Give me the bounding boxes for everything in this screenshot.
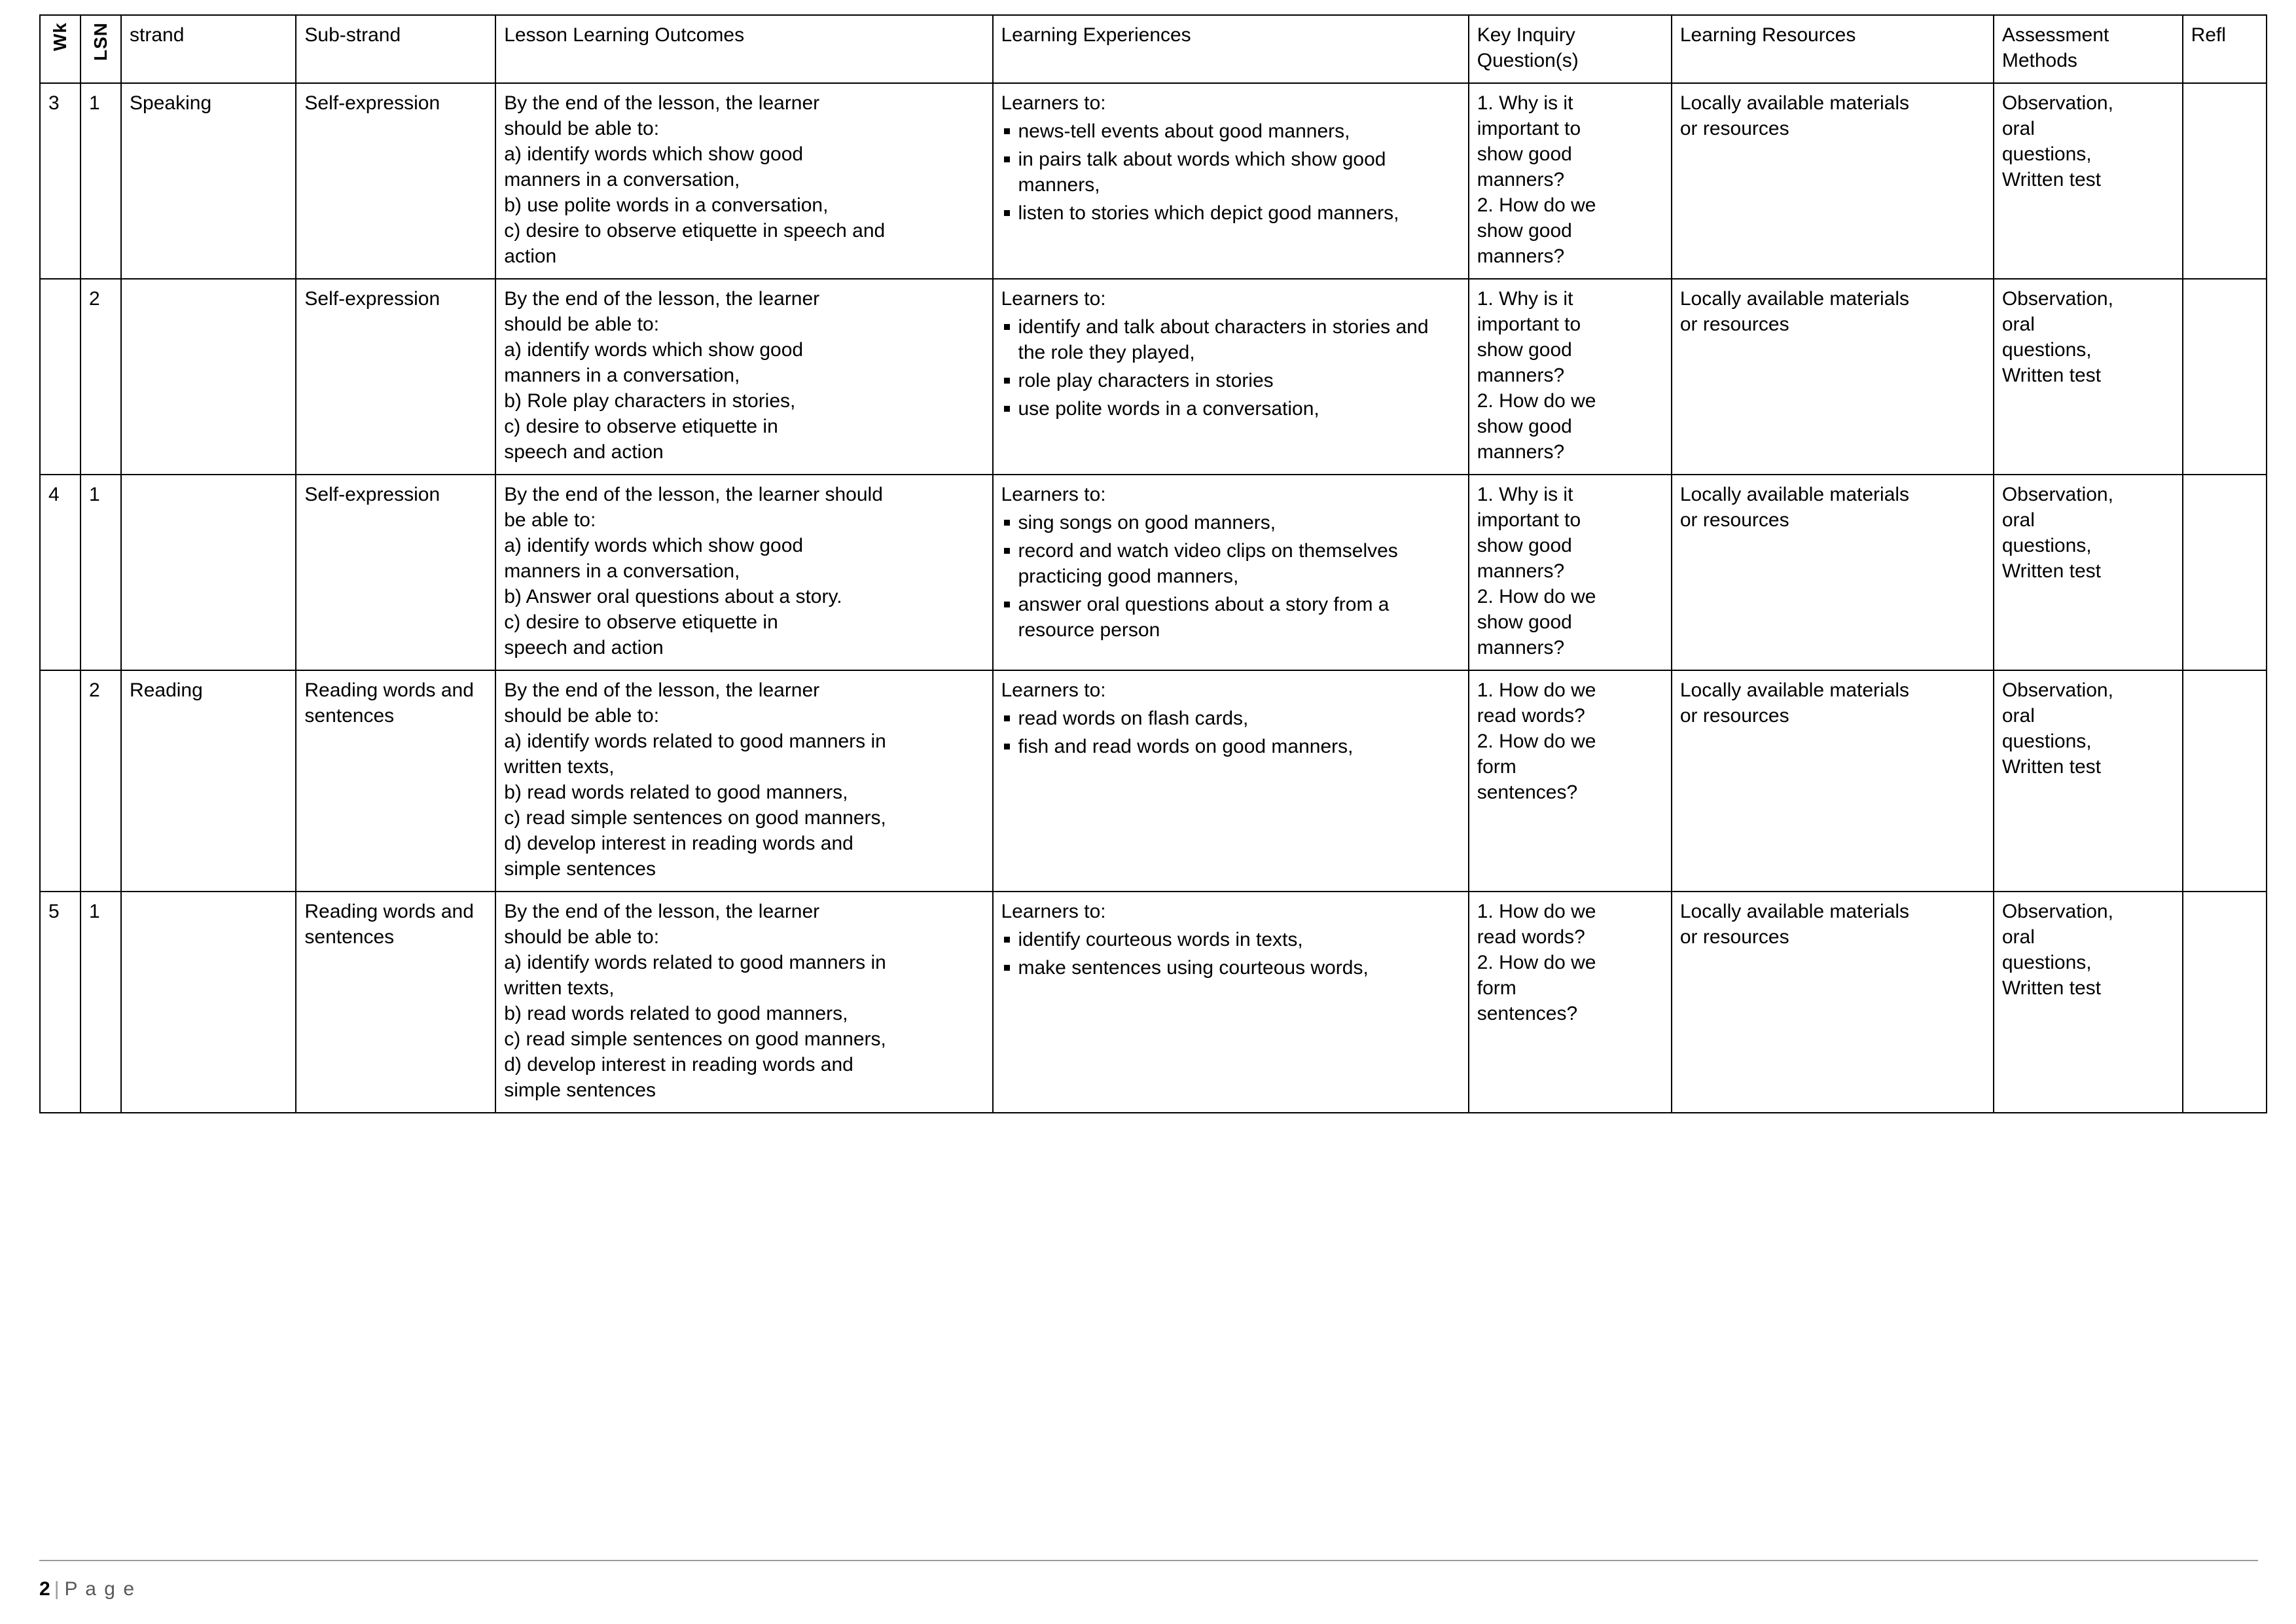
- list-item: make sentences using courteous words,: [1001, 955, 1460, 981]
- learning-outcome-line: By the end of the lesson, the learner: [504, 92, 820, 114]
- column-header-learning-outcomes: Lesson Learning Outcomes: [495, 15, 992, 83]
- cell-substrand: Reading words and sentences: [296, 892, 495, 1113]
- cell-strand: Speaking: [121, 83, 296, 279]
- cell-assessment-methods: [1994, 892, 2183, 1113]
- assessment-method-line: oral: [2001, 314, 2035, 335]
- learning-outcome-line: should be able to:: [504, 314, 660, 335]
- key-inquiry-line: show good: [1477, 535, 1572, 556]
- learning-experiences-heading: Learners to:: [1001, 484, 1106, 505]
- learning-experiences-list: [1001, 706, 1460, 759]
- learning-outcome-line: manners in a conversation,: [504, 169, 740, 190]
- learning-outcome-line: By the end of the lesson, the learner: [504, 901, 820, 922]
- list-item: identify and talk about characters in stories and the role they played,: [1001, 314, 1460, 365]
- cell-assessment-methods: [1994, 670, 2183, 892]
- assessment-method-line: questions,: [2001, 952, 2092, 973]
- key-inquiry-line: important to: [1477, 118, 1581, 139]
- assessment-method-line: Written test: [2001, 756, 2101, 778]
- learning-outcome-line: a) identify words which show good: [504, 535, 804, 556]
- learning-resource-line: Locally available materials: [1679, 679, 1910, 701]
- cell-learning-experiences: [993, 892, 1469, 1113]
- cell-week: 4: [40, 475, 81, 670]
- key-inquiry-line: show good: [1477, 339, 1572, 361]
- key-inquiry-line: 2. How do we: [1477, 194, 1596, 216]
- key-inquiry-line: manners?: [1477, 560, 1565, 582]
- cell-learning-outcomes: [495, 892, 992, 1113]
- cell-substrand: Self-expression: [296, 279, 495, 475]
- column-header-assessment-methods: Assessment Methods: [1994, 15, 2183, 83]
- cell-assessment-methods: [1994, 475, 2183, 670]
- cell-reflection: [2183, 670, 2267, 892]
- cell-week: [40, 670, 81, 892]
- key-inquiry-line: show good: [1477, 416, 1572, 437]
- cell-learning-experiences: [993, 475, 1469, 670]
- cell-reflection: [2183, 279, 2267, 475]
- learning-outcome-line: b) Answer oral questions about a story.: [504, 586, 842, 607]
- key-inquiry-line: 2. How do we: [1477, 390, 1596, 412]
- key-inquiry-line: important to: [1477, 314, 1581, 335]
- table-row: [40, 83, 2267, 279]
- learning-outcome-line: By the end of the lesson, the learner should: [504, 484, 883, 505]
- cell-strand: [121, 279, 296, 475]
- footer-divider: [39, 1560, 2258, 1561]
- assessment-method-line: Observation,: [2001, 288, 2113, 310]
- assessment-method-line: Observation,: [2001, 679, 2113, 701]
- learning-outcome-line: should be able to:: [504, 926, 660, 948]
- assessment-method-line: Written test: [2001, 977, 2101, 999]
- assessment-method-line: oral: [2001, 118, 2035, 139]
- assessment-method-line: oral: [2001, 705, 2035, 727]
- table-row: [40, 475, 2267, 670]
- learning-outcome-line: c) read simple sentences on good manners,: [504, 807, 886, 829]
- list-item: fish and read words on good manners,: [1001, 734, 1460, 759]
- assessment-method-line: Written test: [2001, 365, 2101, 386]
- cell-key-inquiry-question: [1469, 892, 1672, 1113]
- learning-outcome-line: d) develop interest in reading words and: [504, 833, 853, 854]
- table-header-row: [40, 15, 2267, 83]
- key-inquiry-line: manners?: [1477, 637, 1565, 659]
- learning-experiences-list: [1001, 927, 1460, 981]
- cell-learning-resources: [1672, 279, 1994, 475]
- assessment-method-line: questions,: [2001, 731, 2092, 752]
- learning-outcome-line: a) identify words related to good manners in: [504, 731, 886, 752]
- key-inquiry-line: read words?: [1477, 705, 1585, 727]
- learning-outcome-line: a) identify words which show good: [504, 339, 804, 361]
- learning-resource-line: or resources: [1679, 509, 1789, 531]
- learning-resource-line: Locally available materials: [1679, 901, 1910, 922]
- cell-assessment-methods: [1994, 83, 2183, 279]
- learning-outcome-line: written texts,: [504, 756, 615, 778]
- key-inquiry-line: manners?: [1477, 441, 1565, 463]
- cell-assessment-methods: [1994, 279, 2183, 475]
- assessment-method-line: questions,: [2001, 535, 2092, 556]
- cell-key-inquiry-question: [1469, 279, 1672, 475]
- footer-page-number: 2: [39, 1578, 50, 1600]
- cell-substrand: Self-expression: [296, 475, 495, 670]
- cell-key-inquiry-question: [1469, 670, 1672, 892]
- cell-lesson: 2: [81, 670, 121, 892]
- cell-strand: Reading: [121, 670, 296, 892]
- learning-resource-line: or resources: [1679, 705, 1789, 727]
- key-inquiry-line: sentences?: [1477, 1003, 1578, 1024]
- learning-experiences-list: [1001, 510, 1460, 643]
- key-inquiry-line: form: [1477, 977, 1516, 999]
- learning-outcome-line: speech and action: [504, 637, 664, 659]
- learning-resource-line: or resources: [1679, 926, 1789, 948]
- cell-learning-resources: [1672, 670, 1994, 892]
- learning-outcome-line: be able to:: [504, 509, 596, 531]
- cell-key-inquiry-question: [1469, 83, 1672, 279]
- list-item: record and watch video clips on themselves practicing good manners,: [1001, 538, 1460, 589]
- cell-reflection: [2183, 475, 2267, 670]
- learning-outcome-line: c) desire to observe etiquette in: [504, 611, 778, 633]
- cell-lesson: 1: [81, 83, 121, 279]
- cell-learning-resources: [1672, 83, 1994, 279]
- learning-experiences-list: [1001, 314, 1460, 422]
- table-row: [40, 892, 2267, 1113]
- cell-learning-experiences: [993, 279, 1469, 475]
- cell-learning-outcomes: [495, 83, 992, 279]
- assessment-method-line: questions,: [2001, 143, 2092, 165]
- list-item: role play characters in stories: [1001, 368, 1460, 393]
- key-inquiry-line: manners?: [1477, 365, 1565, 386]
- learning-outcome-line: manners in a conversation,: [504, 365, 740, 386]
- learning-resource-line: or resources: [1679, 314, 1789, 335]
- learning-experiences-heading: Learners to:: [1001, 92, 1106, 114]
- key-inquiry-line: manners?: [1477, 169, 1565, 190]
- learning-experiences-list: [1001, 118, 1460, 226]
- cell-learning-outcomes: [495, 475, 992, 670]
- cell-lesson: 1: [81, 475, 121, 670]
- key-inquiry-line: 2. How do we: [1477, 586, 1596, 607]
- learning-outcome-line: written texts,: [504, 977, 615, 999]
- learning-outcome-line: should be able to:: [504, 118, 660, 139]
- key-inquiry-line: sentences?: [1477, 782, 1578, 803]
- key-inquiry-line: 1. How do we: [1477, 679, 1596, 701]
- cell-reflection: [2183, 892, 2267, 1113]
- learning-outcome-line: d) develop interest in reading words and: [504, 1054, 853, 1075]
- learning-outcome-line: a) identify words related to good manners in: [504, 952, 886, 973]
- key-inquiry-line: 1. Why is it: [1477, 484, 1573, 505]
- key-inquiry-line: show good: [1477, 143, 1572, 165]
- learning-resource-line: or resources: [1679, 118, 1789, 139]
- column-header-learning-experiences: Learning Experiences: [993, 15, 1469, 83]
- list-item: listen to stories which depict good manners,: [1001, 200, 1460, 226]
- cell-learning-outcomes: [495, 279, 992, 475]
- learning-outcome-line: c) desire to observe etiquette in: [504, 416, 778, 437]
- cell-learning-experiences: [993, 670, 1469, 892]
- column-header-week-label: Wk: [50, 22, 70, 51]
- assessment-method-line: Observation,: [2001, 484, 2113, 505]
- learning-outcome-line: By the end of the lesson, the learner: [504, 679, 820, 701]
- column-header-lesson: [81, 15, 121, 83]
- learning-experiences-heading: Learners to:: [1001, 901, 1106, 922]
- learning-outcome-line: simple sentences: [504, 1079, 656, 1101]
- learning-outcome-line: b) read words related to good manners,: [504, 782, 848, 803]
- key-inquiry-line: form: [1477, 756, 1516, 778]
- key-inquiry-line: show good: [1477, 220, 1572, 242]
- cell-lesson: 2: [81, 279, 121, 475]
- learning-outcome-line: speech and action: [504, 441, 664, 463]
- learning-outcome-line: b) use polite words in a conversation,: [504, 194, 829, 216]
- learning-experiences-heading: Learners to:: [1001, 288, 1106, 310]
- cell-week: 3: [40, 83, 81, 279]
- cell-reflection: [2183, 83, 2267, 279]
- key-inquiry-line: show good: [1477, 611, 1572, 633]
- learning-outcome-line: a) identify words which show good: [504, 143, 804, 165]
- scheme-of-work-table: [39, 14, 2267, 1113]
- column-header-week: [40, 15, 81, 83]
- learning-outcome-line: b) Role play characters in stories,: [504, 390, 796, 412]
- key-inquiry-line: 2. How do we: [1477, 731, 1596, 752]
- column-header-reflection: Refl: [2183, 15, 2267, 83]
- key-inquiry-line: important to: [1477, 509, 1581, 531]
- assessment-method-line: Observation,: [2001, 901, 2113, 922]
- cell-strand: [121, 475, 296, 670]
- assessment-method-line: Observation,: [2001, 92, 2113, 114]
- learning-resource-line: Locally available materials: [1679, 288, 1910, 310]
- list-item: in pairs talk about words which show good manners,: [1001, 147, 1460, 198]
- cell-lesson: 1: [81, 892, 121, 1113]
- list-item: answer oral questions about a story from a resource person: [1001, 592, 1460, 643]
- column-header-substrand: Sub-strand: [296, 15, 495, 83]
- column-header-key-inquiry: Key Inquiry Question(s): [1469, 15, 1672, 83]
- learning-outcome-line: should be able to:: [504, 705, 660, 727]
- list-item: read words on flash cards,: [1001, 706, 1460, 731]
- table-body: [40, 83, 2267, 1113]
- cell-learning-resources: [1672, 892, 1994, 1113]
- cell-week: 5: [40, 892, 81, 1113]
- cell-key-inquiry-question: [1469, 475, 1672, 670]
- table-row: [40, 670, 2267, 892]
- learning-outcome-line: c) read simple sentences on good manners,: [504, 1028, 886, 1050]
- list-item: identify courteous words in texts,: [1001, 927, 1460, 952]
- column-header-strand: strand: [121, 15, 296, 83]
- assessment-method-line: Written test: [2001, 169, 2101, 190]
- learning-outcome-line: b) read words related to good manners,: [504, 1003, 848, 1024]
- cell-week: [40, 279, 81, 475]
- list-item: news-tell events about good manners,: [1001, 118, 1460, 144]
- key-inquiry-line: 1. Why is it: [1477, 288, 1573, 310]
- table-row: [40, 279, 2267, 475]
- assessment-method-line: questions,: [2001, 339, 2092, 361]
- column-header-lesson-label: LSN: [90, 22, 111, 61]
- cell-substrand: Self-expression: [296, 83, 495, 279]
- key-inquiry-line: 1. Why is it: [1477, 92, 1573, 114]
- learning-resource-line: Locally available materials: [1679, 484, 1910, 505]
- learning-outcome-line: By the end of the lesson, the learner: [504, 288, 820, 310]
- list-item: use polite words in a conversation,: [1001, 396, 1460, 422]
- cell-learning-resources: [1672, 475, 1994, 670]
- learning-resource-line: Locally available materials: [1679, 92, 1910, 114]
- cell-strand: [121, 892, 296, 1113]
- column-header-learning-resources: Learning Resources: [1672, 15, 1994, 83]
- key-inquiry-line: read words?: [1477, 926, 1585, 948]
- key-inquiry-line: manners?: [1477, 245, 1565, 267]
- learning-outcome-line: manners in a conversation,: [504, 560, 740, 582]
- key-inquiry-line: 2. How do we: [1477, 952, 1596, 973]
- learning-outcome-line: c) desire to observe etiquette in speech and: [504, 220, 886, 242]
- assessment-method-line: Written test: [2001, 560, 2101, 582]
- learning-outcome-line: simple sentences: [504, 858, 656, 880]
- assessment-method-line: oral: [2001, 926, 2035, 948]
- learning-outcome-line: action: [504, 245, 557, 267]
- footer-page-word: P a g e: [64, 1578, 136, 1600]
- learning-experiences-heading: Learners to:: [1001, 679, 1106, 701]
- cell-learning-outcomes: [495, 670, 992, 892]
- assessment-method-line: oral: [2001, 509, 2035, 531]
- key-inquiry-line: 1. How do we: [1477, 901, 1596, 922]
- cell-substrand: Reading words and sentences: [296, 670, 495, 892]
- cell-learning-experiences: [993, 83, 1469, 279]
- list-item: sing songs on good manners,: [1001, 510, 1460, 535]
- page-footer: 2 | P a g e: [39, 1578, 136, 1600]
